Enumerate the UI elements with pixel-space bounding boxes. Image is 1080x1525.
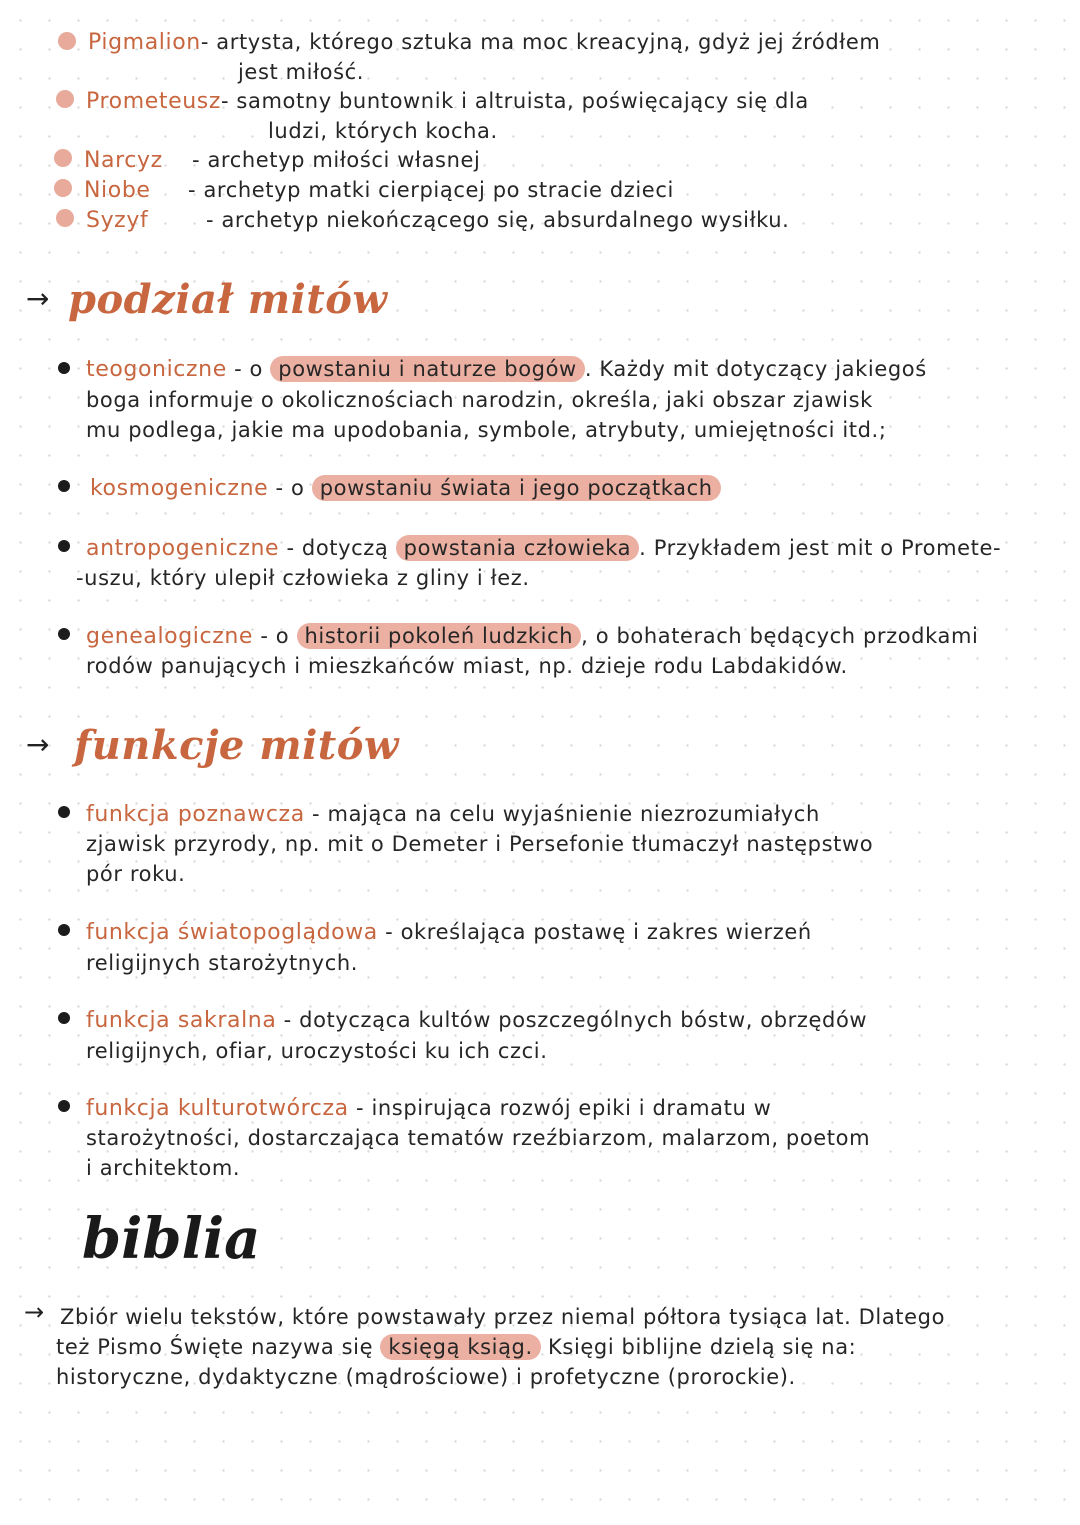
biblia-line-1: Zbiór wielu tekstów, które powstawały przez niemal półtora tysiąca lat. Dlatego: [60, 1305, 946, 1329]
bullet-icon: [54, 179, 72, 197]
term-desc: - mająca na celu wyjaśnienie niezrozumiałych: [304, 802, 820, 826]
bullet-icon: [56, 209, 74, 227]
podzial-desc-cont: mu podlega, jakie ma upodobania, symbole, atrybuty, umiejętności itd.;: [86, 418, 887, 442]
highlight: księgą ksiąg.: [380, 1334, 540, 1360]
term: genealogiczne: [86, 624, 254, 649]
archetype-name: Narcyz: [84, 148, 163, 173]
funkcja-swiatopogladowa: [86, 918, 812, 948]
arrow-icon: →: [26, 282, 50, 315]
funkcja-sakralna: [86, 1006, 867, 1036]
arrow-icon: →: [24, 1298, 45, 1326]
biblia-line-2: [56, 1333, 856, 1363]
bullet-icon: [56, 90, 74, 108]
funkcja-desc-cont: i architektom.: [86, 1156, 241, 1180]
bullet-icon: [58, 1012, 70, 1024]
term: teogoniczne: [86, 357, 227, 382]
highlight: powstaniu i naturze bogów: [270, 356, 585, 382]
biblia-text: Księgi biblijne dzielą się na:: [540, 1335, 857, 1359]
archetype-desc-cont: jest miłość.: [238, 60, 365, 84]
bullet-icon: [54, 149, 72, 167]
section-title-funkcje: funkcje mitów: [74, 722, 399, 769]
archetype-desc: - samotny buntownik i altruista, poświęcający się dla: [220, 89, 809, 113]
term-desc: - określająca postawę i zakres wierzeń: [377, 920, 812, 944]
term-desc: - o: [268, 476, 312, 500]
funkcja-desc-cont: starożytności, dostarczająca tematów rzeźbiarzom, malarzom, poetom: [86, 1126, 871, 1150]
term: funkcja sakralna: [86, 1008, 277, 1033]
term-desc: . Każdy mit dotyczący jakiegoś: [584, 357, 927, 381]
archetype-narcyz: [84, 146, 480, 176]
term-desc: - o: [253, 624, 297, 648]
term-desc: , o bohaterach będących przodkami: [581, 624, 979, 648]
archetype-pigmalion: [88, 28, 880, 58]
term: kosmogeniczne: [90, 476, 269, 501]
podzial-item-kosmogeniczne: [90, 474, 721, 504]
funkcja-desc-cont: religijnych, ofiar, uroczystości ku ich czci.: [86, 1039, 548, 1063]
archetype-name: Niobe: [84, 178, 151, 203]
podzial-item-genealogiczne: [86, 622, 978, 652]
arrow-icon: →: [26, 728, 50, 761]
podzial-item-teogoniczne: [86, 355, 927, 385]
term: funkcja światopoglądowa: [86, 920, 378, 945]
term-desc: - dotyczą: [279, 536, 396, 560]
funkcja-poznawcza: [86, 800, 820, 830]
bullet-icon: [58, 1100, 70, 1112]
term: funkcja poznawcza: [86, 802, 305, 827]
term: funkcja kulturotwórcza: [86, 1096, 349, 1121]
biblia-line-3: historyczne, dydaktyczne (mądrościowe) i profetyczne (prorockie).: [56, 1365, 796, 1389]
bullet-icon: [58, 362, 70, 374]
bullet-icon: [58, 924, 70, 936]
archetype-desc-cont: ludzi, których kocha.: [268, 119, 498, 143]
podzial-desc-cont: -uszu, który ulepił człowieka z gliny i łez.: [76, 566, 530, 590]
podzial-desc-cont: rodów panujących i mieszkańców miast, np. dzieje rodu Labdakidów.: [86, 654, 848, 678]
bullet-icon: [58, 806, 70, 818]
archetype-desc: - archetyp niekończącego się, absurdalnego wysiłku.: [206, 208, 790, 232]
term-desc: . Przykładem jest mit o Promete-: [639, 536, 1002, 560]
section-title-biblia: biblia: [82, 1206, 261, 1272]
archetype-niobe: [84, 176, 674, 206]
bullet-icon: [58, 480, 70, 492]
bullet-icon: [58, 32, 76, 50]
podzial-desc-cont: boga informuje o okolicznościach narodzin, określa, jaki obszar zjawisk: [86, 388, 873, 412]
highlight: powstaniu świata i jego początkach: [312, 475, 721, 501]
funkcja-desc-cont: religijnych starożytnych.: [86, 951, 359, 975]
highlight: powstania człowieka: [396, 535, 639, 561]
bullet-icon: [58, 628, 70, 640]
archetype-name: Prometeusz: [86, 89, 221, 114]
term: antropogeniczne: [86, 536, 280, 561]
archetype-syzyf: [86, 206, 789, 236]
archetype-name: Pigmalion: [88, 30, 201, 55]
funkcja-desc-cont: zjawisk przyrody, np. mit o Demeter i Persefonie tłumaczył następstwo: [86, 832, 874, 856]
bullet-icon: [58, 540, 70, 552]
term-desc: - o: [226, 357, 271, 381]
term-desc: - dotycząca kultów poszczególnych bóstw, obrzędów: [276, 1008, 868, 1032]
funkcja-desc-cont: pór roku.: [86, 862, 186, 886]
funkcja-kulturotworcza: [86, 1094, 771, 1124]
archetype-desc: - archetyp matki cierpiącej po stracie dzieci: [188, 178, 674, 202]
biblia-text: też Pismo Święte nazywa się: [56, 1335, 381, 1359]
podzial-item-antropogeniczne: [86, 534, 1001, 564]
archetype-name: Syzyf: [86, 208, 149, 233]
highlight: historii pokoleń ludzkich: [297, 623, 582, 649]
term-desc: - inspirująca rozwój epiki i dramatu w: [348, 1096, 772, 1120]
section-title-podzial: podział mitów: [68, 276, 388, 323]
archetype-desc: - artysta, którego sztuka ma moc kreacyjną, gdyż jej źródłem: [200, 30, 881, 54]
archetype-desc: - archetyp miłości własnej: [192, 148, 481, 172]
archetype-prometeusz: [86, 87, 809, 117]
